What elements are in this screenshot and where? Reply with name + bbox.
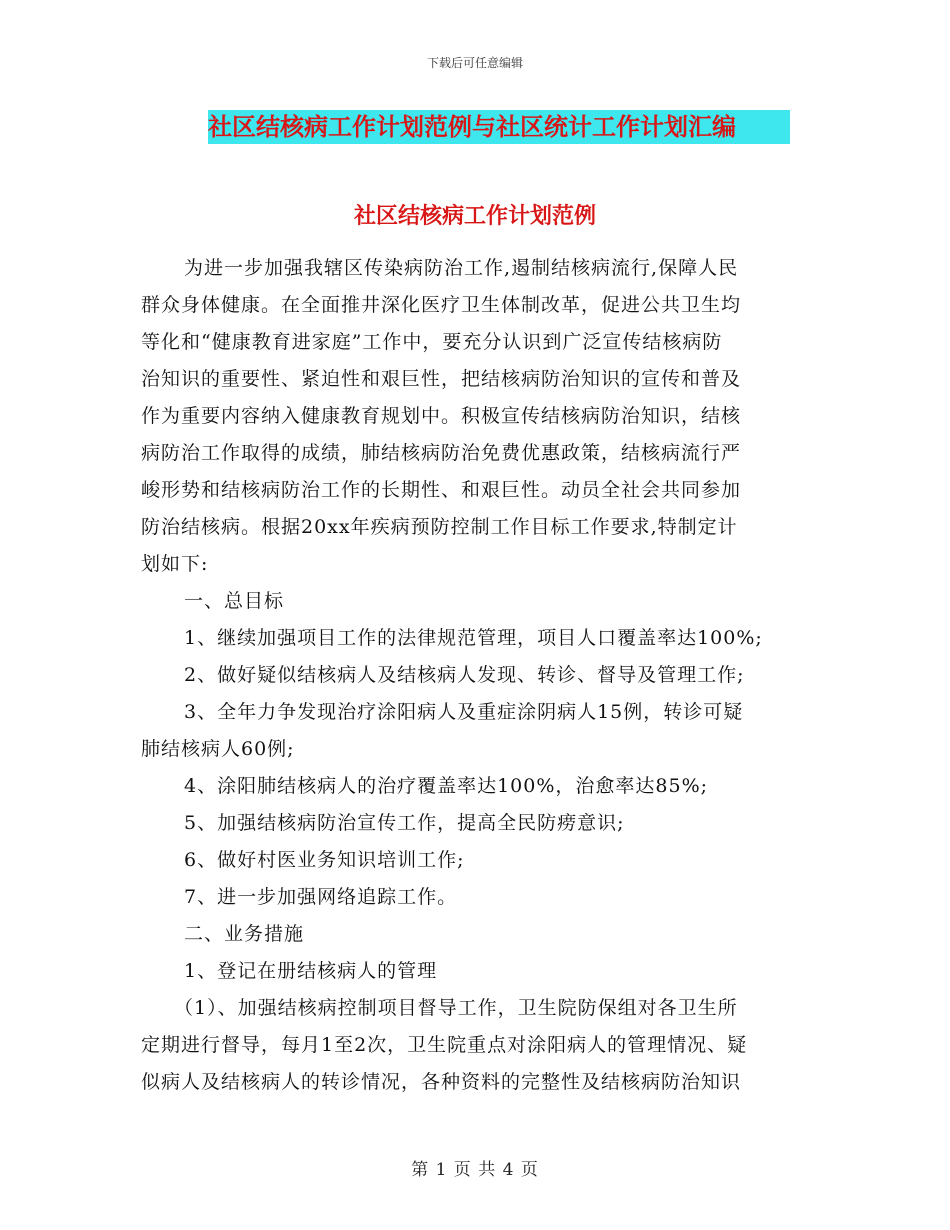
goal-item: 2、做好疑似结核病人及结核病人发现、转诊、督导及管理工作; — [184, 664, 745, 686]
document-title: 社区结核病工作计划范例与社区统计工作计划汇编 — [208, 110, 790, 144]
paragraph-line: 群众身体健康。在全面推井深化医疗卫生体制改革，促进公共卫生均 — [141, 294, 742, 316]
paragraph-line: 峻形势和结核病防治工作的长期性、和艰巨性。动员全社会共同参加 — [141, 479, 742, 501]
page-footer: 第 1 页 共 4 页 — [411, 1160, 539, 1180]
goal-item: 7、进一步加强网络追踪工作。 — [184, 886, 458, 908]
paragraph-line: 作为重要内容纳入健康教育规划中。积极宣传结核病防治知识，结核 — [141, 405, 742, 427]
paragraph-line: 为进一步加强我辖区传染病防治工作,遏制结核病流行,保障人民 — [184, 257, 739, 279]
goal-item: 1、继续加强项目工作的法律规范管理，项目人口覆盖率达100%; — [184, 627, 763, 649]
paragraph-line: 病防治工作取得的成绩，肺结核病防治免费优惠政策，结核病流行严 — [141, 442, 742, 464]
heading-goals: 一、总目标 — [184, 590, 285, 612]
paragraph-line: 防治结核病。根据20xx年疾病预防控制工作目标工作要求,特制定计 — [141, 516, 738, 538]
paragraph-line: 划如下: — [141, 553, 209, 575]
heading-measures: 二、业务措施 — [184, 923, 305, 945]
paragraph-line: 似病人及结核病人的转诊情况，各种资料的完整性及结核病防治知识 — [141, 1071, 742, 1093]
paragraph-line: 定期进行督导，每月1至2次，卫生院重点对涂阳病人的管理情况、疑 — [141, 1034, 748, 1056]
subheading: 1、登记在册结核病人的管理 — [184, 960, 438, 982]
paragraph-line: 治知识的重要性、紧迫性和艰巨性，把结核病防治知识的宣传和普及 — [141, 368, 742, 390]
goal-item: 5、加强结核病防治宣传工作，提高全民防痨意识; — [184, 812, 625, 834]
header-note: 下载后可任意编辑 — [426, 56, 523, 70]
paragraph-line: 等化和“健康教育进家庭”工作中，要充分认识到广泛宣传结核病防 — [141, 331, 723, 353]
goal-item: 6、做好村医业务知识培训工作; — [184, 849, 465, 871]
goal-item-continued: 肺结核病人60例; — [141, 738, 295, 760]
goal-item: 4、涂阳肺结核病人的治疗覆盖率达100%，治愈率达85%; — [184, 775, 709, 797]
goal-item: 3、全年力争发现治疗涂阳病人及重症涂阴病人15例，转诊可疑 — [184, 701, 744, 723]
paragraph-line: （1）、加强结核病控制项目督导工作，卫生院防保组对各卫生所 — [174, 997, 738, 1019]
section-title: 社区结核病工作计划范例 — [353, 203, 596, 229]
